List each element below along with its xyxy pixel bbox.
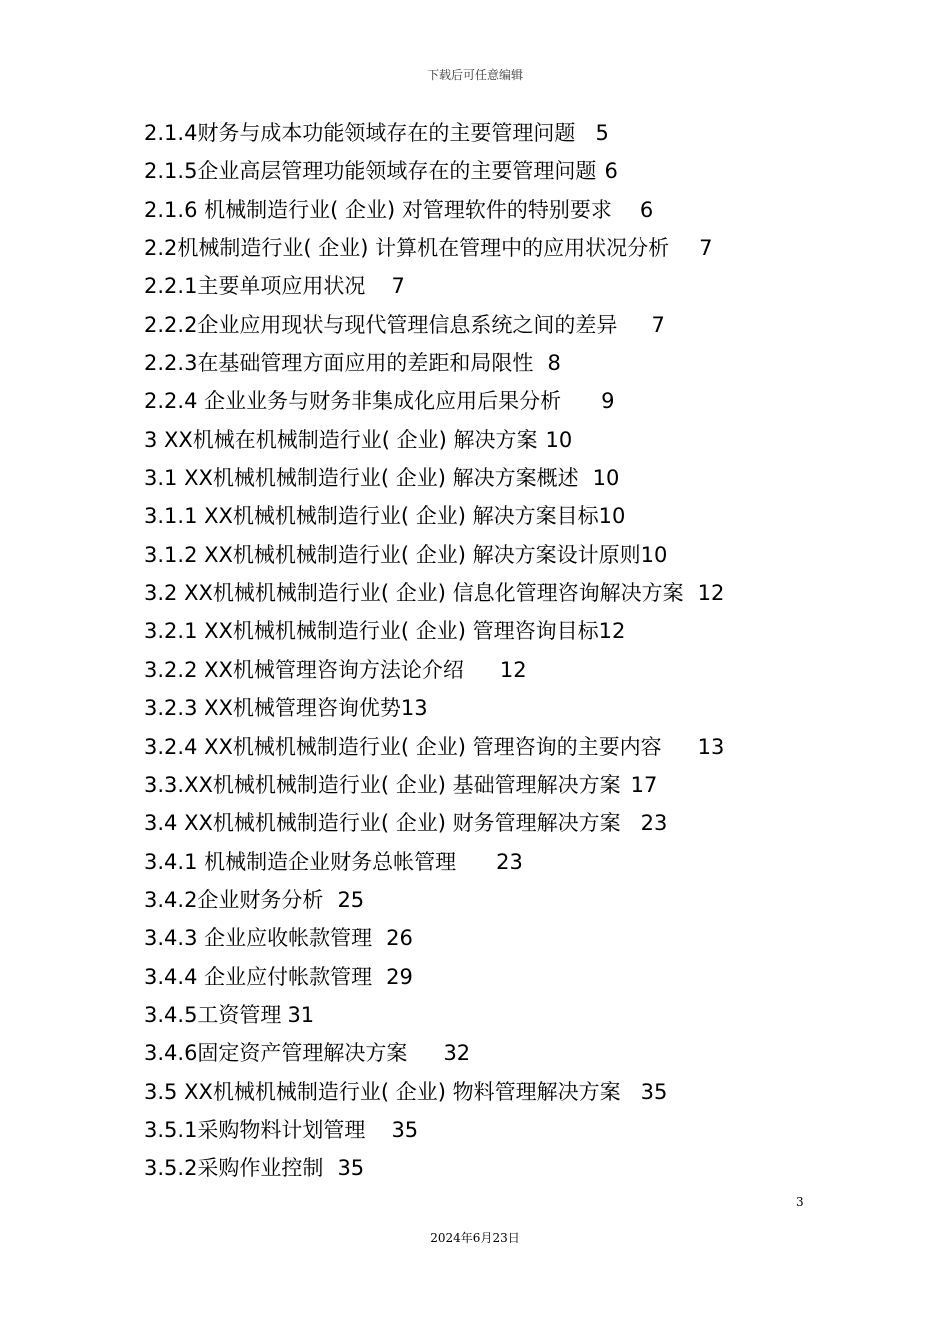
- toc-entry-title: 3.2 XX机械机械制造行业( 企业) 信息化管理咨询解决方案: [144, 581, 684, 606]
- toc-entry-page: 13: [400, 696, 428, 721]
- toc-entry-title: 3 XX机械在机械制造行业( 企业) 解决方案: [144, 427, 538, 452]
- toc-entry[interactable]: [144, 459, 844, 497]
- toc-entry-title: 2.2.4 企业业务与财务非集成化应用后果分析: [144, 389, 562, 414]
- toc-entry[interactable]: [144, 804, 844, 842]
- toc-entry[interactable]: [144, 651, 844, 689]
- toc-entry-title: 2.1.5企业高层管理功能领域存在的主要管理问题: [144, 159, 597, 184]
- toc-entry-page: 17: [630, 772, 658, 797]
- toc-entry-page: 7: [699, 236, 713, 261]
- toc-entry-page: 10: [592, 466, 620, 491]
- toc-entry-title: 3.4.3 企业应收帐款管理: [144, 926, 373, 951]
- toc-entry-page: 35: [337, 1156, 365, 1181]
- toc-entry-title: 3.5.2采购作业控制: [144, 1156, 324, 1181]
- toc-entry-page: 35: [640, 1079, 668, 1104]
- toc-entry[interactable]: [144, 267, 844, 305]
- toc-entry[interactable]: [144, 1073, 844, 1111]
- toc-entry-page: 12: [697, 581, 725, 606]
- toc-entry[interactable]: [144, 306, 844, 344]
- toc-entry-title: 3.5.1采购物料计划管理: [144, 1117, 366, 1142]
- toc-entry-title: 2.1.6 机械制造行业( 企业) 对管理软件的特别要求: [144, 197, 612, 222]
- toc-entry-page: 12: [598, 619, 626, 644]
- toc-entry[interactable]: [144, 1034, 844, 1072]
- toc-entry-page: 23: [496, 849, 523, 874]
- toc-entry-title: 3.4 XX机械机械制造行业( 企业) 财务管理解决方案: [144, 811, 621, 836]
- toc-entry[interactable]: [144, 191, 844, 229]
- toc-entry-page: 10: [545, 427, 573, 452]
- toc-entry[interactable]: [144, 996, 844, 1034]
- toc-entry-page: 9: [601, 389, 615, 414]
- toc-entry-title: 2.2.1主要单项应用状况: [144, 274, 366, 299]
- toc-entry[interactable]: [144, 574, 844, 612]
- toc-entry-title: 3.4.4 企业应付帐款管理: [144, 964, 373, 989]
- toc-entry-title: 3.5 XX机械机械制造行业( 企业) 物料管理解决方案: [144, 1079, 621, 1104]
- toc-entry[interactable]: [144, 728, 844, 766]
- page-number: 3: [796, 1195, 804, 1209]
- toc-entry[interactable]: [144, 843, 844, 881]
- toc-entry[interactable]: [144, 229, 844, 267]
- toc-entry[interactable]: [144, 1111, 844, 1149]
- toc-entry-page: 8: [547, 351, 561, 376]
- toc-entry[interactable]: [144, 919, 844, 957]
- toc-entry-title: 3.2.2 XX机械管理咨询方法论介绍: [144, 657, 464, 682]
- toc-entry-page: 29: [386, 964, 413, 989]
- toc-entry-page: 6: [639, 197, 654, 222]
- toc-entry-page: 26: [386, 926, 413, 951]
- toc-entry[interactable]: [144, 536, 844, 574]
- toc-entry-title: 3.2.3 XX机械管理咨询优势: [144, 696, 401, 721]
- toc-entry-page: 25: [337, 887, 365, 912]
- toc-entry-page: 12: [499, 657, 527, 682]
- toc-entry[interactable]: [144, 612, 844, 650]
- toc-entry[interactable]: [144, 1149, 844, 1187]
- page-header: 下载后可任意编辑: [426, 68, 523, 82]
- toc-entry-title: 3.2.4 XX机械机械制造行业( 企业) 管理咨询的主要内容: [144, 734, 662, 759]
- toc-entry-page: 23: [640, 811, 668, 836]
- toc-entry-title: 3.4.1 机械制造企业财务总帐管理: [144, 849, 457, 874]
- table-of-contents: [144, 114, 844, 1188]
- toc-entry[interactable]: [144, 344, 844, 382]
- toc-entry-page: 32: [443, 1041, 471, 1066]
- toc-entry-title: 3.4.6固定资产管理解决方案: [144, 1041, 408, 1066]
- toc-entry-title: 3.3.XX机械机械制造行业( 企业) 基础管理解决方案: [144, 772, 621, 797]
- toc-entry[interactable]: [144, 421, 844, 459]
- toc-entry-title: 3.4.2企业财务分析: [144, 887, 324, 912]
- toc-entry-title: 2.2机械制造行业( 企业) 计算机在管理中的应用状况分析: [144, 236, 670, 261]
- toc-entry-page: 7: [651, 312, 665, 337]
- toc-entry-title: 3.2.1 XX机械机械制造行业( 企业) 管理咨询目标: [144, 619, 599, 644]
- toc-entry[interactable]: [144, 881, 844, 919]
- toc-entry[interactable]: [144, 497, 844, 535]
- toc-entry-page: 6: [604, 159, 618, 184]
- toc-entry[interactable]: [144, 766, 844, 804]
- toc-entry[interactable]: [144, 689, 844, 727]
- toc-entry-title: 2.2.3在基础管理方面应用的差距和局限性: [144, 351, 534, 376]
- toc-entry-page: 35: [391, 1117, 419, 1142]
- toc-entry-title: 3.1.1 XX机械机械制造行业( 企业) 解决方案目标: [144, 504, 599, 529]
- toc-entry[interactable]: [144, 382, 844, 420]
- toc-entry-title: 3.4.5工资管理: [144, 1002, 282, 1027]
- toc-entry-title: 3.1 XX机械机械制造行业( 企业) 解决方案概述: [144, 466, 579, 491]
- toc-entry-page: 7: [391, 274, 405, 299]
- footer-date: 2024年6月23日: [430, 1231, 520, 1245]
- toc-entry-title: 2.1.4财务与成本功能领域存在的主要管理问题: [144, 121, 576, 145]
- toc-entry-page: 10: [640, 542, 668, 567]
- toc-entry-page: 13: [697, 734, 725, 759]
- toc-entry[interactable]: [144, 114, 844, 152]
- toc-entry-page: 5: [595, 121, 609, 145]
- toc-entry-page: 31: [287, 1002, 315, 1027]
- toc-entry-title: 3.1.2 XX机械机械制造行业( 企业) 解决方案设计原则: [144, 542, 641, 567]
- toc-entry-title: 2.2.2企业应用现状与现代管理信息系统之间的差异: [144, 312, 618, 337]
- toc-entry[interactable]: [144, 152, 844, 190]
- toc-entry[interactable]: [144, 958, 844, 996]
- toc-entry-page: 10: [598, 504, 626, 529]
